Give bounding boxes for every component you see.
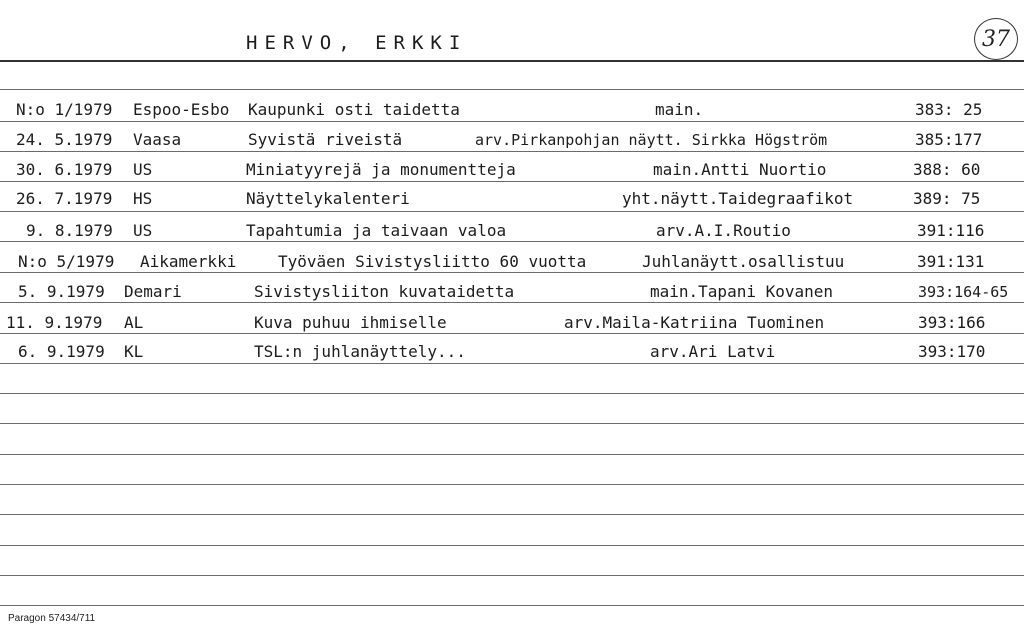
entry-source: Demari — [124, 282, 182, 301]
entry-note: arv.A.I.Routio — [656, 221, 791, 240]
table-row — [0, 334, 1024, 364]
ruled-line — [0, 363, 1024, 364]
entry-note: yht.näytt.Taidegraafikot — [622, 189, 854, 208]
ruled-line — [0, 545, 1024, 546]
ruled-line — [0, 393, 1024, 394]
entry-source: KL — [124, 342, 144, 361]
ruled-line — [0, 484, 1024, 485]
entry-note: main.Tapani Kovanen — [650, 282, 834, 301]
entry-ref: 389: 75 — [913, 189, 981, 208]
entry-date: N:o 5/1979 — [18, 252, 115, 271]
table-row — [0, 122, 1024, 152]
entry-source: US — [133, 221, 153, 240]
entry-source: US — [133, 160, 153, 179]
ruled-line — [0, 89, 1024, 90]
entry-source: Aikamerkki — [140, 252, 237, 271]
entry-date: 11. 9.1979 — [6, 313, 103, 332]
entry-ref: 391:131 — [917, 252, 985, 271]
entry-date: N:o 1/1979 — [16, 100, 113, 119]
ruled-line — [0, 575, 1024, 576]
entry-source: Vaasa — [133, 130, 182, 149]
entry-source: AL — [124, 313, 144, 332]
entry-title: Sivistysliiton kuvataidetta — [254, 282, 515, 301]
table-row — [0, 92, 1024, 122]
entry-date: 9. 8.1979 — [26, 221, 113, 240]
header-rule — [0, 60, 1024, 62]
entry-note: arv.Maila-Katriina Tuominen — [564, 313, 825, 332]
entry-date: 6. 9.1979 — [18, 342, 105, 361]
table-row — [0, 213, 1024, 243]
entry-title: Syvistä riveistä — [248, 130, 403, 149]
ruled-line — [0, 302, 1024, 303]
entry-ref: 393:164-65 — [918, 283, 1009, 301]
entry-ref: 393:170 — [918, 342, 986, 361]
table-row — [0, 305, 1024, 335]
entry-note: arv.Pirkanpohjan näytt. Sirkka Högström — [475, 131, 828, 149]
entry-ref: 391:116 — [917, 221, 985, 240]
entry-date: 26. 7.1979 — [16, 189, 113, 208]
ruled-line — [0, 211, 1024, 212]
table-row — [0, 274, 1024, 304]
entry-title: Kuva puhuu ihmiselle — [254, 313, 447, 332]
entry-title: TSL:n juhlanäyttely... — [254, 342, 466, 361]
entry-note: Juhlanäytt.osallistuu — [642, 252, 845, 271]
entry-source: Espoo-Esbo — [133, 100, 230, 119]
entry-title: Tapahtumia ja taivaan valoa — [246, 221, 507, 240]
entry-note: arv.Ari Latvi — [650, 342, 776, 361]
entry-date: 5. 9.1979 — [18, 282, 105, 301]
entry-ref: 383: 25 — [915, 100, 983, 119]
entry-note: main.Antti Nuortio — [653, 160, 827, 179]
entry-title: Näyttelykalenteri — [246, 189, 410, 208]
table-row — [0, 244, 1024, 274]
ruled-line — [0, 605, 1024, 606]
card-footer: Paragon 57434/711 — [8, 613, 96, 624]
entry-note: main. — [655, 100, 704, 119]
entry-title: Työväen Sivistysliitto 60 vuotta — [278, 252, 587, 271]
entry-title: Miniatyyrejä ja monumentteja — [246, 160, 516, 179]
entry-date: 30. 6.1979 — [16, 160, 113, 179]
entry-ref: 388: 60 — [913, 160, 981, 179]
ruled-line — [0, 272, 1024, 273]
entry-date: 24. 5.1979 — [16, 130, 113, 149]
card-number-badge: 37 — [974, 18, 1018, 60]
ruled-line — [0, 423, 1024, 424]
entry-ref: 385:177 — [915, 130, 983, 149]
ruled-line — [0, 514, 1024, 515]
entry-ref: 393:166 — [918, 313, 986, 332]
card-title: HERVO, ERKKI — [246, 32, 468, 54]
ruled-line — [0, 454, 1024, 455]
entry-title: Kaupunki osti taidetta — [248, 100, 460, 119]
table-row — [0, 181, 1024, 211]
entry-source: HS — [133, 189, 153, 208]
ruled-line — [0, 241, 1024, 242]
table-row — [0, 152, 1024, 182]
